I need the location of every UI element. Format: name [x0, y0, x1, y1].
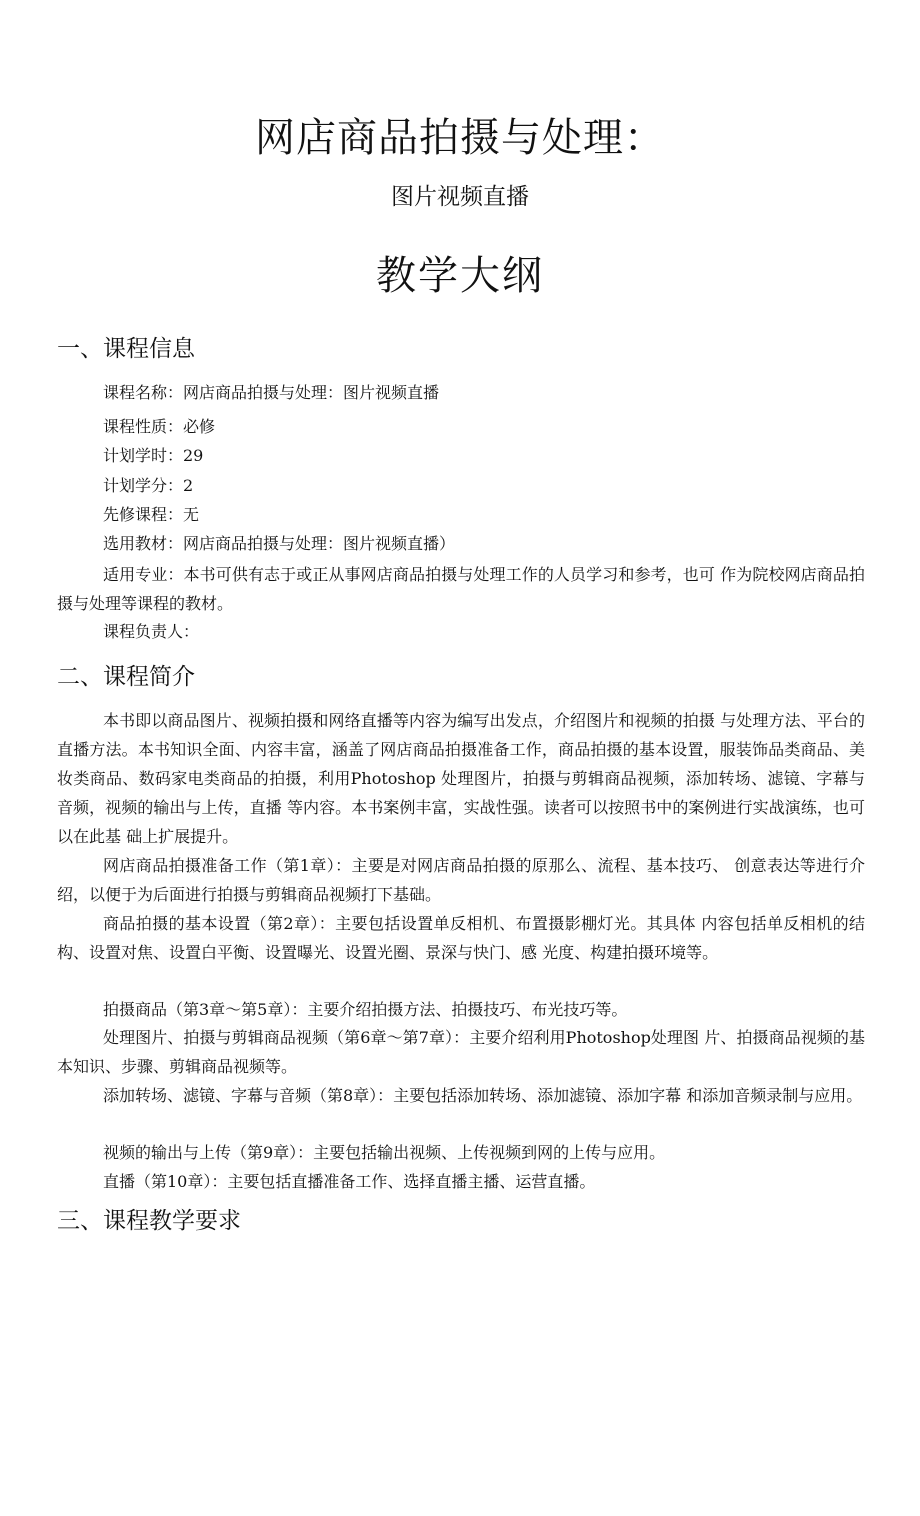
section-heading-course-info: 一、课程信息: [57, 336, 195, 362]
intro-paragraph: 本书即以商品图片、视频拍摄和网络直播等内容为编写出发点，介绍图片和视频的拍摄 与处理方法、平台的直播方法。本书知识全面、内容丰富，涵盖了网店商品拍摄准备工作，商品拍摄的基本设置，服装饰品类商品、美妆类商品、数码家电类商品的拍摄，利用Photoshop 处理图片，拍摄与剪辑商品视频，添加转场、滤镜、字幕与音频，视频的输出与上传，直播 等内容。本书案例丰富，实战性强。读者可以按照书中的案例进行实战演练，也可以在此基 础上扩展提升。: [57, 711, 865, 846]
applicable-majors: 适用专业：本书可供有志于或正从事网店商品拍摄与处理工作的人员学习和参考，也可 作为院校网店商品拍摄与处理等课程的教材。: [57, 565, 865, 613]
intro-paragraph: 直播（第10章）：主要包括直播准备工作、选择直播主播、运营直播。: [103, 1172, 596, 1191]
section-heading-course-intro: 二、课程简介: [57, 664, 195, 690]
intro-paragraph: 添加转场、滤镜、字幕与音频（第8章）：主要包括添加转场、添加滤镜、添加字幕 和添加音频录制与应用。: [103, 1086, 863, 1105]
document-subtitle: 图片视频直播: [391, 184, 529, 210]
planned-hours: 计划学时：29: [103, 446, 204, 465]
textbook: 选用教材：网店商品拍摄与处理：图片视频直播）: [103, 534, 456, 553]
section-heading-teaching-requirements: 三、课程教学要求: [57, 1208, 241, 1234]
intro-paragraph: 视频的输出与上传（第9章）：主要包括输出视频、上传视频到网的上传与应用。: [103, 1143, 666, 1162]
prerequisites: 先修课程：无: [103, 505, 200, 524]
intro-paragraph: 网店商品拍摄准备工作（第1章）：主要是对网店商品拍摄的原那么、流程、基本技巧、 创意表达等进行介绍，以便于为后面进行拍摄与剪辑商品视频打下基础。: [57, 856, 865, 904]
course-name: 课程名称：网店商品拍摄与处理：图片视频直播: [103, 383, 440, 402]
intro-paragraph: 处理图片、拍摄与剪辑商品视频（第6章〜第7章）：主要介绍利用Photoshop处理图 片、拍摄商品视频的基本知识、步骤、剪辑商品视频等。: [57, 1028, 865, 1076]
outline-title: 教学大纲: [376, 253, 544, 299]
person-in-charge: 课程负责人：: [103, 622, 200, 641]
planned-credits: 计划学分：2: [103, 476, 194, 495]
document-title: 网店商品拍摄与处理：: [255, 115, 665, 161]
course-nature: 课程性质：必修: [103, 417, 216, 436]
intro-paragraph: 拍摄商品（第3章〜第5章）：主要介绍拍摄方法、拍摄技巧、布光技巧等。: [103, 1000, 628, 1019]
intro-paragraph: 商品拍摄的基本设置（第2章）：主要包括设置单反相机、布置摄影棚灯光。其具体 内容包括单反相机的结构、设置对焦、设置白平衡、设置曝光、设置光圈、景深与快门、感 光度、构建拍摄环境等。: [57, 914, 865, 962]
